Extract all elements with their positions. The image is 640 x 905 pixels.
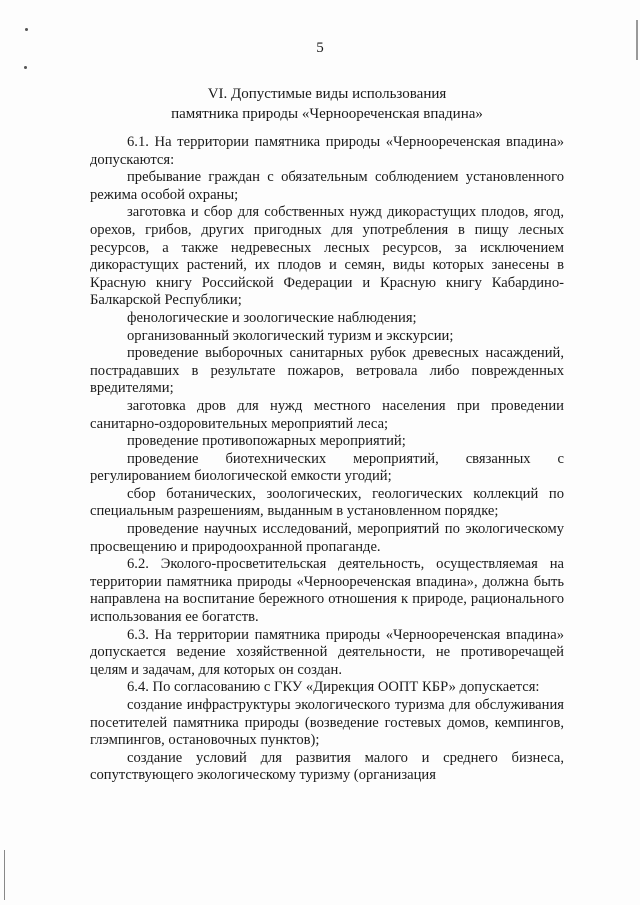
list-item: заготовка дров для нужд местного населения при проведении санитарно-оздоровительных мероприятий леса; — [90, 397, 564, 432]
list-item: организованный экологический туризм и экскурсии; — [127, 327, 454, 344]
list-item: фенологические и зоологические наблюдения; — [127, 309, 417, 326]
list-item: заготовка и сбор для собственных нужд дикорастущих плодов, ягод, орехов, грибов, других пригодных для употребления в пищу лесных ресурсов, а также недревесных лесных ресурсов, за исключением дикорастущих растений, их плодов и семян, виды которых занесены в Красную книгу Российской Федерации и Красную книгу Кабардино-Балкарской Республики; — [90, 204, 564, 309]
section-title-line: памятника природы «Черноореченская впадина» — [171, 106, 483, 122]
list-item: проведение выборочных санитарных рубок древесных насаждений, пострадавших в результате пожаров, ветровала либо поврежденных вредителями; — [90, 345, 564, 397]
list-item: проведение биотехнических мероприятий, связанных с регулированием биологической емкости угодий; — [90, 450, 564, 485]
paragraph-6-1: 6.1. На территории памятника природы «Черноореченская впадина» допускаются: — [90, 134, 564, 168]
list-item: пребывание граждан с обязательным соблюдением установленного режима особой охраны; — [90, 169, 564, 203]
page-number: 5 — [316, 40, 324, 56]
section-title — [90, 84, 564, 124]
list-item: создание условий для развития малого и среднего бизнеса, сопутствующего экологическому туризму (организация — [90, 749, 564, 784]
section-body — [90, 134, 564, 785]
list-item: проведение противопожарных мероприятий; — [127, 433, 406, 450]
section-title-line: VI. Допустимые виды использования — [207, 86, 447, 102]
paragraph-6-2: 6.2. Эколого-просветительская деятельность, осуществляемая на территории памятника природы «Черноореченская впадина», должна быть направлена на воспитание бережного отношения к природе, рационального использования ее богатств. — [90, 556, 564, 626]
paragraph-6-4: 6.4. По согласованию с ГКУ «Дирекция ООПТ КБР» допускается: — [127, 679, 540, 696]
scan-dot — [25, 28, 28, 31]
scan-edge-mark — [4, 850, 5, 900]
list-item: создание инфраструктуры экологического туризма для обслуживания посетителей памятника природы (возведение гостевых домов, кемпингов, глэмпингов, остановочных пунктов); — [90, 697, 564, 749]
scan-dot — [24, 66, 27, 69]
paragraph-6-3: 6.3. На территории памятника природы «Черноореченская впадина» допускается ведение хозяйственной деятельности, не противоречащей целям и задачам, для которых он создан. — [90, 626, 564, 678]
list-item: сбор ботанических, зоологических, геологических коллекций по специальным разрешениям, выданным в установленном порядке; — [90, 485, 564, 520]
list-item: проведение научных исследований, мероприятий по экологическому просвещению и природоохранной пропаганде. — [90, 521, 564, 555]
